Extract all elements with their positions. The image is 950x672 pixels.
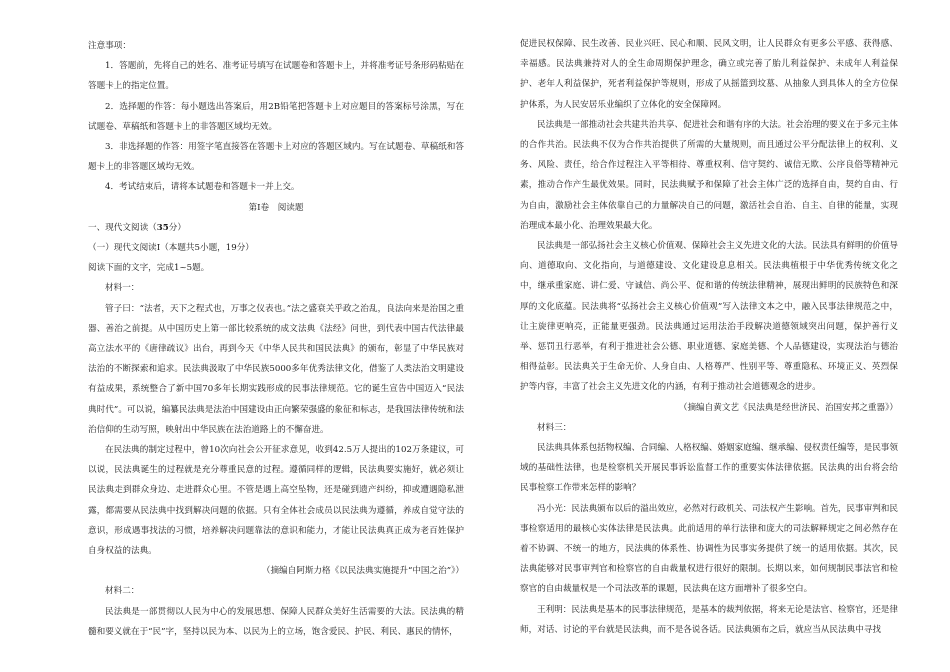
section-heading-pre: 一、现代文阅读（ [88, 222, 157, 233]
subsection-heading: （一）现代文阅读Ⅰ（本题共5小题，19分） [88, 243, 254, 254]
notice-item-3: 3．非选择题的作答：用签字笔直接答在答题卡上对应的答题区域内。写在试题卷、草稿纸和答题卡上的非答题区域均无效。 [88, 142, 464, 173]
volume-title: 第Ⅰ卷 阅读题 [248, 202, 304, 213]
material-2-paragraph-1-start: 民法典是一部贯彻以人民为中心的发展思想、保障人民群众美好生活需要的大法。民法典的精髓和要义就在于“民”字，坚持以民为本、以民为上的立场，饱含爱民、护民、利民、惠民的情怀， [88, 606, 464, 637]
material-2-paragraph-3: 民法典是一部弘扬社会主义核心价值观、保障社会主义先进文化的大法。民法具有鲜明的价值导向、道德取向、文化指向，与道德建设、文化建设息息相关。民法典植根于中华优秀传统文化之中，继承重家庭、讲仁爱、守诚信、尚公平、促和谐的传统法律精神，展现出鲜明的民族特色和深厚的文化底蕴。民法典将“弘扬社会主义核心价值观”写入法律文本之中，融入民事法律规范之中，让主旋律更响亮，正能量更强劲。民法典通过运用法治手段解决道德领域突出问题，保护善行义举、惩罚丑行恶举，有利于推进社会公德、职业道德、家庭美德、个人品德建设，实现法治与德治相得益彰。民法典关于生命无价、人身自由、人格尊严、性别平等、尊重隐私、环境正义、英烈保护等内容，丰富了社会主义先进文化的内涵，有利于推动社会道德观念的进步。 [520, 241, 898, 393]
material-1-paragraph-1: 管子曰：“法者，天下之程式也，万事之仪表也。”法之盛衰关乎政之治乱，良法向来是治国之重器、善治之前提。从中国历史上第一部比较系统的成文法典《法经》问世，到代表中国古代法律最高立法水平的《唐律疏议》出台，再到今天《中华人民共和国民法典》的颁布，彰显了中华民族对法治的不断探索和追求。民法典汲取了中华民族5000多年优秀法律文化，借鉴了人类法治文明建设有益成果，系统整合了新中国70多年长期实践形成的民事法律规范。它的诞生宣告中国迈入“民法典时代”。可以说，编纂民法典是法治中国建设由正向繁荣强盛的象征和标志，是我国法律传统和法治信仰的生动写照，映射出中华民族在法治道路上的不懈奋进。 [88, 303, 464, 435]
reading-instruction: 阅读下面的文字，完成1~5题。 [88, 263, 210, 274]
material-3-paragraph-3: 王利明：民法典是基本的民事法律规范，是基本的裁判依据，将来无论是法官、检察官，还是律师，对话、讨论的平台就是民法典，而不是各说各话。民法典颁布之后，就应当从民法典中寻找 [520, 604, 898, 635]
section-heading-post: 分） [168, 222, 186, 233]
material-1-source: （摘编自阿斯力格《以民法典实施提升“中国之治”》） [261, 566, 464, 577]
notice-title: 注意事项： [88, 41, 131, 51]
section-heading [88, 218, 464, 238]
left-column [88, 36, 464, 642]
material-3-label: 材料三： [537, 422, 572, 433]
material-1-label: 材料一： [105, 283, 140, 294]
material-1-paragraph-2: 在民法典的制定过程中，曾10次向社会公开征求意见，收到42.5万人提出的102万条建议，可以说，民法典诞生的过程就是充分尊重民意的过程。遵循同样的逻辑，民法典要实施好，就必须让民法典走到群众身边、走进群众心里。不管是遇上高空坠物，还是碰到遗产纠纷，抑或遭遇隐私泄露，都需要从民法典中找到解决问题的依据。只有全体社会成员以民法典为遵循，养成自觉守法的意识，形成遇事找法的习惯，培养解决问题靠法的意识和能力，才能让民法典真正成为老百姓保护自身权益的法典。 [88, 445, 464, 557]
notice-item-1: 1．答题前，先将自己的姓名、准考证号填写在试题卷和答题卡上，并将准考证号条形码粘贴在答题卡上的指定位置。 [88, 61, 464, 92]
material-3-paragraph-2: 冯小光：民法典颁布以后的溢出效应，必然对行政机关、司法权产生影响。首先，民事审判和民事检察适用的最核心实体法律是民法典。此前适用的单行法律和庞大的司法解释规定之间必然存在着不协调、不统一的地方，民法典的体系性、协调性为民事实务提供了统一的适用依据。其次，民法典能够对民事审判官和检察官的自由裁量权进行很好的限制。长期以来，如何规制民事法官和检察官的自由裁量权是一个司法改革的课题，民法典在这方面增补了很多空白。 [520, 503, 898, 595]
material-2-paragraph-1-continued: 促进民权保障、民生改善、民业兴旺、民心和顺、民风文明，让人民群众有更多公平感、获得感、幸福感。民法典兼持对人的全生命周期保护理念，确立或完善了胎儿利益保护、未成年人利益保护、老年人利益保护，死者利益保护等规则，形成了从摇篮到坟墓、从抽象人到具体人的全方位保护体系，为人民安居乐业编织了立体化的安全保障网。 [520, 39, 898, 110]
section-score: 35 [156, 222, 169, 233]
material-2-label: 材料二： [105, 586, 140, 597]
material-2-source: （摘编自黄文艺《民法典是经世济民、治国安邦之重器》） [678, 402, 898, 413]
material-3-paragraph-1: 民法典具体系包括物权编、合同编、人格权编、婚姻家庭编、继承编、侵权责任编等，是民事领域的基础性法律，也是检察机关开展民事诉讼监督工作的重要实体法律依据。民法典的出台将会给民事检察工作带来怎样的影响？ [520, 443, 898, 494]
right-column [520, 34, 898, 640]
notice-item-4: 4．考试结束后，请将本试题卷和答题卡一并上交。 [105, 182, 300, 193]
material-2-paragraph-2: 民法典是一部推动社会共建共治共享、促进社会和谐有序的大法。社会治理的要义在于多元主体的合作共治。民法典不仅为合作共治提供了所需的大量规则，而且通过公平分配法律上的权利、义务、风险、责任，给合作过程注入平等相待、尊重权利、信守契约、诚信无欺、公序良俗等精神元素，推动合作产生最优效果。同时，民法典赋予和保障了社会主体广泛的选择自由，契约自由、行为自由，激励社会主体依靠自己的力量解决自己的问题，激活社会自治、自主、自律的能量，实现治理成本最小化、治理效果最大化。 [520, 119, 898, 231]
notice-item-2: 2．选择题的作答：每小题选出答案后，用2B铅笔把答题卡上对应题目的答案标号涂黑，写在试题卷、草稿纸和答题卡上的非答题区域均无效。 [88, 101, 464, 132]
